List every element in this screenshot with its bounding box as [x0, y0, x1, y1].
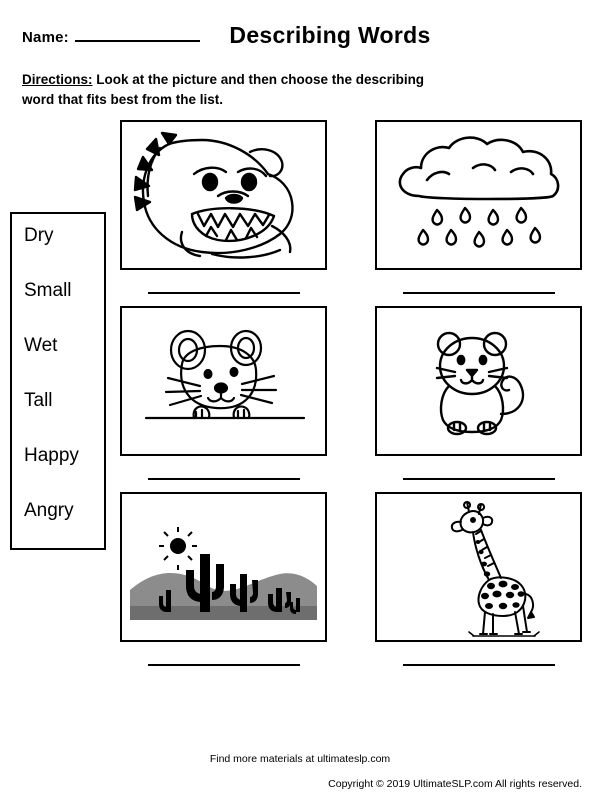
picture-cell-1: [120, 120, 327, 294]
directions-text: [22, 70, 452, 109]
word-bank-item-6[interactable]: Angry: [24, 500, 74, 521]
answer-line-6[interactable]: [403, 664, 555, 666]
giraffe-image: [375, 492, 582, 642]
rain-cloud-image: [375, 120, 582, 270]
answer-line-4[interactable]: [403, 478, 555, 480]
word-bank-item-5[interactable]: Happy: [24, 445, 79, 466]
picture-cell-2: [375, 120, 582, 294]
footer-copyright: Copyright © 2019 UltimateSLP.com All rights reserved.: [328, 778, 582, 790]
picture-cell-6: [375, 492, 582, 666]
picture-grid: [120, 120, 585, 678]
word-bank-item-2[interactable]: Small: [24, 280, 72, 301]
answer-line-3[interactable]: [148, 478, 300, 480]
picture-row-3: [120, 492, 585, 666]
word-bank-item-1[interactable]: Dry: [24, 225, 54, 246]
name-label: Name:: [22, 29, 69, 46]
desert-image: [120, 492, 327, 642]
picture-row-2: [120, 306, 585, 480]
word-bank: [10, 212, 106, 550]
mouse-image: [120, 306, 327, 456]
picture-row-1: [120, 120, 585, 294]
picture-cell-4: [375, 306, 582, 480]
directions-label: Directions:: [22, 72, 93, 87]
lion-image: [375, 306, 582, 456]
word-bank-item-4[interactable]: Tall: [24, 390, 53, 411]
answer-line-2[interactable]: [403, 292, 555, 294]
picture-cell-5: [120, 492, 327, 666]
page-title: Describing Words: [229, 22, 431, 48]
answer-line-1[interactable]: [148, 292, 300, 294]
directions-body: Look at the picture and then choose the describing word that fits best from the list.: [22, 72, 425, 107]
answer-line-5[interactable]: [148, 664, 300, 666]
footer-credit: Find more materials at ultimateslp.com: [209, 753, 391, 765]
picture-cell-3: [120, 306, 327, 480]
word-bank-item-3[interactable]: Wet: [24, 335, 58, 356]
angry-bulldog-image: [120, 120, 327, 270]
